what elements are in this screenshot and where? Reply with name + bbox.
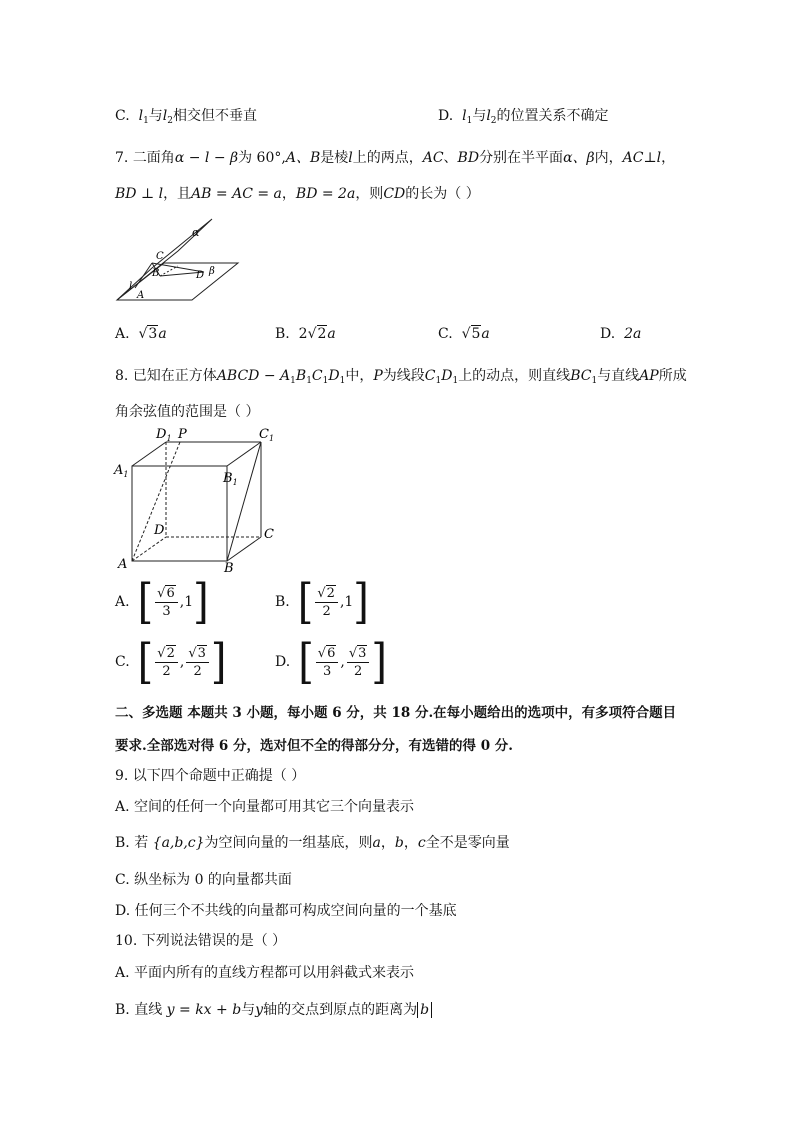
stem-math: AP: [639, 368, 659, 384]
label-alpha: α: [192, 226, 200, 239]
vector-a: a: [372, 835, 381, 851]
label-a: A: [137, 290, 145, 301]
subscript: 1: [435, 376, 442, 386]
abs-value: b: [417, 1002, 432, 1018]
bracket-right: ]: [210, 634, 227, 690]
stem-text: ，且: [163, 186, 192, 202]
q10-option-b: [115, 1000, 432, 1020]
q7-option-c: [438, 324, 490, 344]
stem-math: A、B: [285, 150, 321, 166]
q9-stem: 9. 以下四个命题中正确提（ ）: [115, 768, 306, 784]
basis-set: {a,b,c}: [152, 835, 205, 851]
stem-math: BD: [457, 150, 480, 166]
section2-header-line2: 要求.全部选对得 6 分，选对但不全的得部分分，有选错的得 0 分.: [115, 738, 513, 754]
label-d1: $D_1$: [156, 427, 172, 443]
stem-math: C: [424, 368, 436, 384]
option-label: D.: [275, 654, 291, 670]
q7-stem-line1: [115, 148, 675, 168]
subscript: 2: [167, 116, 174, 126]
stem-text: 分别在半平面: [479, 150, 564, 166]
label-c: C: [156, 251, 164, 262]
denominator: 3: [322, 663, 332, 679]
q8-option-b: [275, 574, 369, 630]
bracket-right: ]: [371, 634, 388, 690]
vector-b: b: [394, 835, 404, 851]
label-b: B: [152, 268, 160, 279]
plane-beta: [117, 263, 238, 300]
separator: ，: [380, 835, 395, 851]
bracket-right: ]: [353, 574, 369, 630]
q7-stem-line2: [115, 184, 480, 204]
q10-stem: 10. 下列说法错误的是（ ）: [115, 933, 287, 949]
bracket-right: ]: [193, 574, 209, 630]
stem-text: 内，: [594, 150, 623, 166]
stem-text: 为 60°,: [238, 150, 286, 166]
label-a1: $A_1$: [114, 463, 129, 479]
q9-option-d: D. 任何三个不共线的向量都可构成空间向量的一个基底: [115, 903, 457, 919]
option-text: B. 直线: [115, 1002, 163, 1018]
option-value: 2a: [624, 326, 642, 342]
stem-math: α、β: [563, 150, 595, 166]
q6-option-c: [115, 106, 257, 131]
q6-option-d: [438, 106, 609, 131]
vector-c: c: [417, 835, 426, 851]
radicand: 2: [326, 585, 335, 601]
option-text: 全不是零向量: [425, 835, 510, 851]
segment-ap: [132, 442, 180, 561]
variable: a: [481, 326, 490, 342]
radicand: 3: [358, 645, 367, 661]
edge-b-c: [227, 537, 261, 561]
label-d: D: [196, 270, 205, 281]
option-label: D.: [600, 326, 616, 342]
edge-a1-d1: [132, 442, 166, 466]
q8-stem-line1: [115, 366, 687, 391]
radicand: 2: [166, 645, 175, 661]
q9-option-a: A. 空间的任何一个向量都可用其它三个向量表示: [115, 799, 415, 815]
stem-math: BD = 2a: [295, 186, 356, 202]
option-text: 为空间向量的一组基底，则: [204, 835, 373, 851]
sqrt: √2: [307, 326, 327, 342]
stem-text: 为线段: [382, 368, 425, 384]
stem-math: l: [348, 150, 353, 166]
radicand: 2: [317, 326, 327, 342]
math-l2: l: [486, 108, 491, 124]
bracket-left: [: [297, 574, 314, 630]
denominator: 3: [162, 603, 171, 619]
label-l: l: [129, 281, 133, 292]
q8-option-d: D. [ $\frac{√6}{3}$ , $\frac{√3}{2}$ ]: [275, 634, 388, 690]
q10-option-a: A. 平面内所有的直线方程都可以用斜截式来表示: [115, 965, 415, 981]
stem-math: AC: [422, 150, 444, 166]
stem-text: 的长为（ ）: [405, 186, 480, 202]
denominator: 2: [162, 663, 171, 679]
subscript: 1: [591, 376, 598, 386]
range-end: ,1: [179, 594, 194, 610]
option-label: D.: [438, 108, 454, 124]
math-l1: l: [138, 108, 144, 124]
q9-option-b: [115, 833, 510, 853]
radicand: 5: [471, 326, 481, 342]
label-p: P: [178, 427, 187, 442]
option-label: C.: [115, 108, 130, 124]
stem-math: CD: [383, 186, 406, 202]
stem-math: α − l − β: [174, 150, 239, 166]
label-a: A: [118, 557, 128, 572]
math-l2: l: [162, 108, 168, 124]
option-text: 轴的交点到原点的距离为: [263, 1002, 418, 1018]
range-end: ,1: [339, 594, 354, 610]
edge-a-d: [132, 537, 166, 561]
label-b1: $B_1$: [223, 471, 238, 487]
stem-text: ，: [661, 150, 676, 166]
stem-math: B: [295, 368, 307, 384]
stem-text: 已知在正方体: [132, 368, 217, 384]
stem-text: 与直线: [597, 368, 640, 384]
sqrt: √5: [461, 326, 481, 342]
subscript: 1: [322, 376, 329, 386]
q8-option-c: C. [ $\frac{√2}{2}$ , $\frac{√3}{2}$ ]: [115, 634, 227, 690]
q8-cube-figure: [112, 424, 282, 576]
stem-text: 中，: [345, 368, 374, 384]
option-label: C.: [438, 326, 453, 342]
coefficient: 2: [298, 326, 308, 342]
label-b: B: [224, 561, 234, 576]
stem-math: D: [441, 368, 453, 384]
subscript: 1: [306, 376, 312, 386]
question-number: 7.: [115, 150, 129, 166]
stem-text: 二面角: [132, 150, 175, 166]
stem-math: ABCD − A: [216, 368, 291, 384]
option-text: B. 若: [115, 835, 149, 851]
fraction: $\frac{√3}{2}$: [347, 646, 370, 679]
option-text: 的位置关系不确定: [496, 108, 609, 124]
section2-header-line1: 二、多选题 本题共 3 小题，每小题 6 分，共 18 分.在每小题给出的选项中，有多项符合题目: [115, 705, 677, 721]
stem-text: 是棱: [320, 150, 349, 166]
radicand: 6: [166, 585, 175, 601]
radicand: 6: [327, 645, 336, 661]
denominator: 2: [353, 663, 363, 679]
q8-option-a: [115, 574, 209, 630]
option-label: C.: [115, 654, 130, 670]
q7-dihedral-figure: [112, 216, 242, 306]
front-face: [132, 466, 227, 561]
fraction: $\frac{√6}{3}$: [316, 646, 339, 679]
label-c1: $C_1$: [259, 427, 275, 443]
separator: ，: [403, 835, 418, 851]
label-d: D: [154, 523, 165, 538]
math-l1: l: [462, 108, 467, 124]
q7-option-a: [115, 324, 167, 344]
stem-math: AB = AC = a: [191, 186, 282, 202]
variable: a: [327, 326, 336, 342]
denominator: 2: [322, 603, 331, 619]
subscript: 1: [143, 116, 149, 126]
variable: a: [158, 326, 167, 342]
fraction: $\frac{√6}{3}$: [155, 586, 178, 619]
stem-math: P: [373, 368, 383, 384]
denominator: 2: [193, 663, 202, 679]
subscript: 1: [339, 376, 346, 386]
subscript: 1: [452, 376, 459, 386]
q7-option-d: [600, 324, 641, 344]
stem-text: 上的两点，: [352, 150, 423, 166]
stem-math: BC: [570, 368, 592, 384]
option-label: B.: [275, 594, 290, 610]
q7-option-b: [275, 324, 336, 344]
fraction: $\frac{√2}{2}$: [315, 586, 338, 619]
stem-math: C: [311, 368, 323, 384]
label-c: C: [264, 527, 274, 542]
radicand: 3: [148, 326, 158, 342]
label-beta: β: [209, 266, 215, 277]
option-label: A.: [115, 326, 130, 342]
option-label: B.: [275, 326, 290, 342]
segment-ac: [135, 263, 152, 288]
fraction: $\frac{√3}{2}$: [186, 646, 209, 679]
stem-text: ，: [281, 186, 296, 202]
stem-text: 、: [443, 150, 458, 166]
bracket-left: [: [298, 634, 314, 690]
stem-math: BD ⊥ l: [115, 186, 164, 202]
sqrt: √3: [138, 326, 158, 342]
bracket-left: [: [137, 634, 154, 690]
option-text: 与: [241, 1002, 256, 1018]
stem-text: 所成: [658, 368, 687, 384]
q9-option-c: C. 纵坐标为 0 的向量都共面: [115, 872, 292, 888]
subscript: 1: [290, 376, 296, 386]
stem-text: ，则: [355, 186, 384, 202]
option-text: 与: [472, 108, 487, 124]
subscript: 1: [466, 116, 473, 126]
option-label: A.: [115, 594, 130, 610]
segment-bc1: [227, 442, 261, 561]
subscript: 2: [490, 116, 497, 126]
stem-math: D: [328, 368, 340, 384]
fraction: $\frac{√2}{2}$: [155, 646, 178, 679]
line-equation: y = kx + b: [166, 1002, 242, 1018]
bracket-left: [: [137, 574, 154, 630]
edge-b1-c1: [227, 442, 261, 466]
option-text: 相交但不垂直: [173, 108, 258, 124]
radicand: 3: [197, 645, 206, 661]
question-number: 8.: [115, 368, 129, 384]
option-text: 与: [148, 108, 163, 124]
stem-text: 上的动点，则直线: [458, 368, 571, 384]
axis-y: y: [255, 1002, 264, 1018]
q8-stem-line2: 角余弦值的范围是（ ）: [115, 404, 260, 420]
stem-math: AC⊥l: [622, 150, 662, 166]
